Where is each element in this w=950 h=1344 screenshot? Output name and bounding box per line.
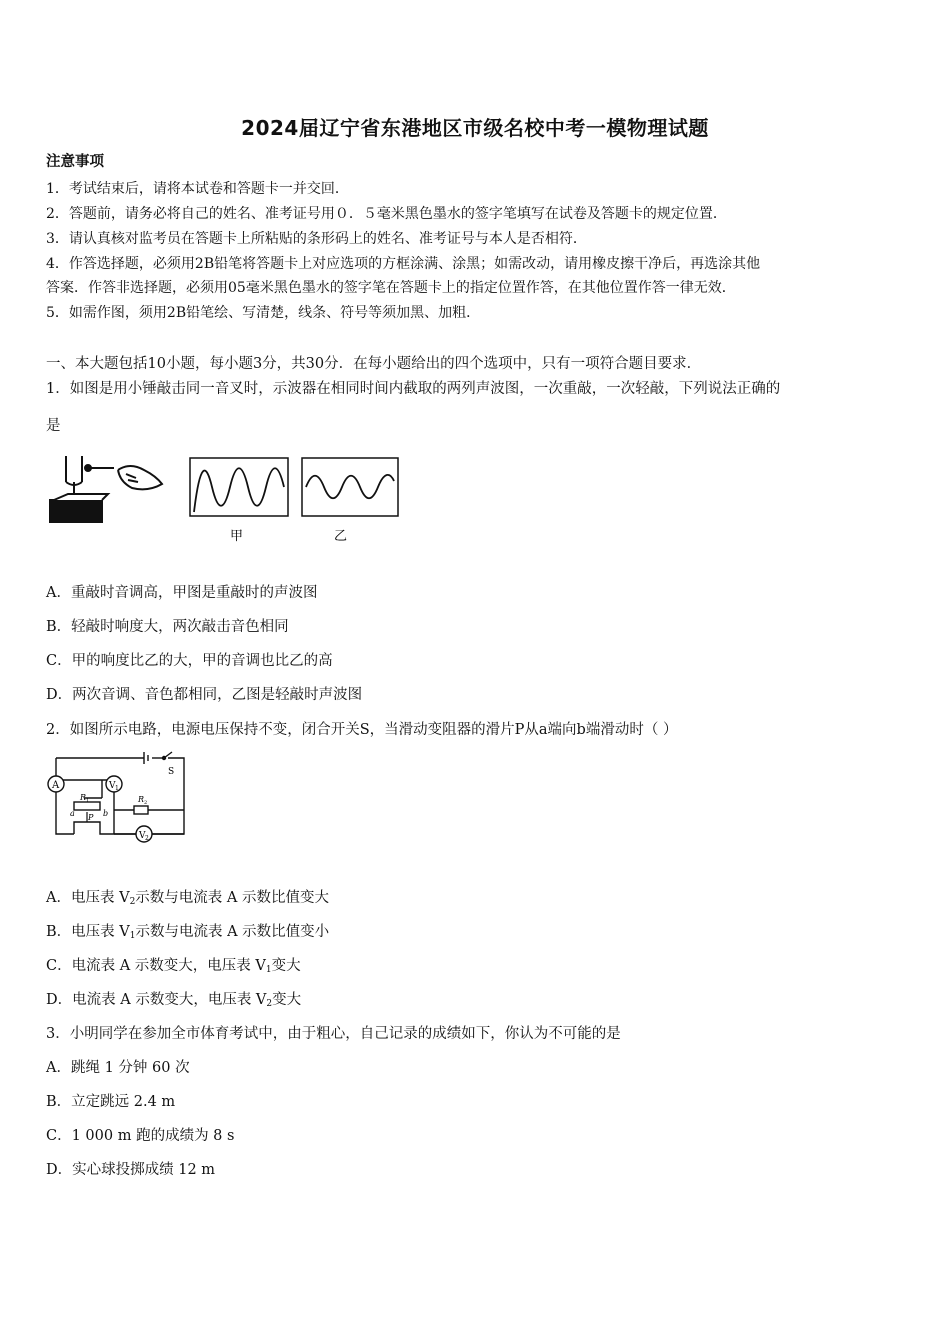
q1-option-c: C．甲的响度比乙的大，甲的音调也比乙的高 [46, 653, 333, 669]
r1-subscript: 1 [86, 798, 90, 804]
q1-option-b: B．轻敲时响度大，两次敲击音色相同 [46, 619, 289, 635]
q3-option-b: B．立定跳远 2.4 m [46, 1094, 176, 1110]
q2-option-d: D．电流表 A 示数变大，电压表 $V_2$变大 [46, 992, 302, 1009]
slider-p-label: P [88, 813, 94, 822]
notice-item-3: 3．请认真核对监考员在答题卡上所粘贴的条形码上的姓名、准考证号与本人是否相符． [46, 231, 587, 247]
section-one-heading: 一、本大题包括10小题，每小题3分，共30分．在每小题给出的四个选项中，只有一项符合题目要求． [46, 356, 702, 372]
notice-item-4-cont: 答案．作答非选择题，必须用05毫米黑色墨水的签字笔在答题卡上的指定位置作答，在其他位置作答一律无效． [46, 280, 736, 296]
q2-option-b: B．电压表 $V_1$示数与电流表 A 示数比值变小 [46, 924, 330, 941]
notice-item-2: 2．答题前，请务必将自己的姓名、准考证号用０．５毫米黑色墨水的签字笔填写在试卷及答题卡的规定位置． [46, 206, 727, 222]
notice-heading: 注意事项 [46, 153, 104, 170]
v1-subscript: 1 [115, 785, 119, 792]
q2-circuit-diagram [44, 750, 194, 850]
v1-label: V [109, 781, 116, 791]
q3-option-c: C．1 000 m 跑的成绩为 8 s [46, 1128, 235, 1144]
r2-label: R [138, 795, 145, 804]
r2-subscript: 2 [144, 800, 148, 806]
wave-jia-label: 甲 [230, 529, 244, 544]
q3-option-a: A．跳绳 1 分钟 60 次 [46, 1060, 190, 1076]
wave-yi-label: 乙 [334, 529, 348, 544]
resistor-r2 [134, 806, 148, 814]
v2-label: V [139, 831, 146, 841]
q2-option-c: C．电流表 A 示数变大，电压表 $V_1$变大 [46, 958, 301, 975]
q2-option-a: A．电压表 $V_2$示数与电流表 A 示数比值变大 [46, 890, 329, 907]
v2-subscript: 2 [145, 835, 149, 842]
q3-stem: 3．小明同学在参加全市体育考试中，由于粗心，自己记录的成绩如下，你认为不可能的是 [46, 1026, 621, 1042]
r1-label: R [80, 793, 87, 802]
q2-stem: 2．如图所示电路，电源电压保持不变，闭合开关S，当滑动变阻器的滑片P从a端向b端滑动时（ ） [46, 722, 678, 738]
q1-option-d: D．两次音调、音色都相同，乙图是轻敲时声波图 [46, 687, 363, 703]
page-title: 2024届辽宁省东港地区市级名校中考一模物理试题 [241, 116, 709, 140]
wave-yi-panel [302, 458, 398, 516]
ammeter-label: A [52, 780, 60, 791]
q1-figure [44, 448, 404, 548]
notice-item-4: 4．作答选择题，必须用2B铅笔将答题卡上对应选项的方框涂满、涂黑；如需改动，请用橡皮擦干净后，再选涂其他 [46, 256, 761, 272]
q3-option-d: D．实心球投掷成绩 12 m [46, 1162, 216, 1178]
notice-item-1: 1．考试结束后，请将本试卷和答题卡一并交回． [46, 181, 349, 197]
q1-stem-cont: 是 [46, 418, 61, 434]
q1-stem: 1．如图是用小锤敲击同一音叉时，示波器在相同时间内截取的两列声波图，一次重敲，一次轻敲，下列说法正确的 [46, 381, 781, 397]
terminal-a-label: a [70, 809, 75, 818]
wave-jia-panel [190, 458, 288, 516]
switch-label: S [168, 767, 175, 777]
terminal-b-label: b [103, 809, 109, 818]
notice-item-5: 5．如需作图，须用2B铅笔绘、写清楚，线条、符号等须加黑、加粗． [46, 305, 481, 321]
tuning-fork-illustration [50, 456, 162, 522]
q1-option-a: A．重敲时音调高，甲图是重敲时的声波图 [46, 585, 318, 601]
